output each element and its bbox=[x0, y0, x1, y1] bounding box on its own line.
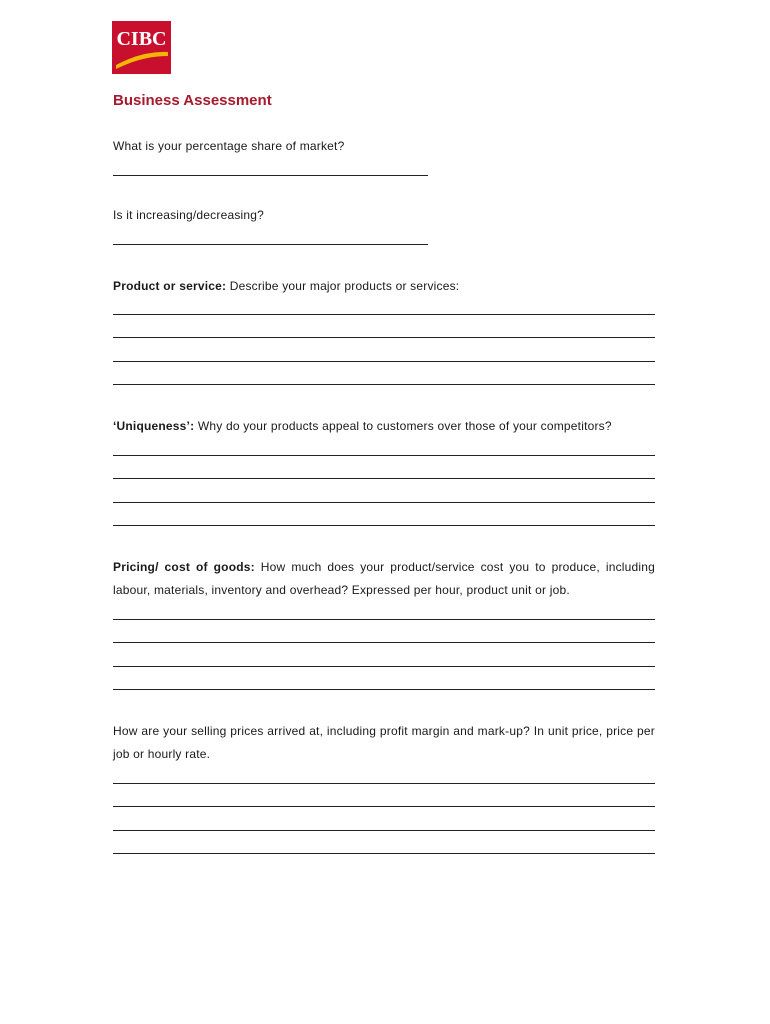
question-trend: Is it increasing/decreasing? bbox=[113, 208, 265, 222]
uniqueness-label: ‘Uniqueness’: bbox=[113, 419, 195, 433]
page-title: Business Assessment bbox=[113, 92, 272, 109]
answer-line-market-share[interactable] bbox=[113, 175, 428, 176]
answer-line[interactable] bbox=[113, 384, 655, 385]
cibc-logo bbox=[112, 21, 171, 74]
answer-line[interactable] bbox=[113, 666, 655, 667]
question-market-share: What is your percentage share of market? bbox=[113, 139, 345, 153]
pricing-text: How much does your product/service cost you to produce, including labour, materials, inventory and overhead? Expressed per hour, product unit or job. bbox=[113, 560, 655, 597]
answer-line[interactable] bbox=[113, 361, 655, 362]
pricing-label: Pricing/ cost of goods: bbox=[113, 560, 255, 574]
answer-line[interactable] bbox=[113, 314, 655, 315]
answer-line[interactable] bbox=[113, 525, 655, 526]
answer-line[interactable] bbox=[113, 478, 655, 479]
uniqueness-text: Why do your products appeal to customers over those of your competitors? bbox=[194, 419, 612, 433]
question-pricing bbox=[113, 556, 655, 602]
question-uniqueness bbox=[113, 415, 612, 438]
logo-text: CIBC bbox=[116, 28, 167, 50]
answer-line[interactable] bbox=[113, 806, 655, 807]
question-selling-prices: How are your selling prices arrived at, including profit margin and mark-up? In unit price, price per job or hourly rate. bbox=[113, 724, 655, 761]
question-product bbox=[113, 275, 459, 298]
answer-line[interactable] bbox=[113, 619, 655, 620]
answer-line[interactable] bbox=[113, 642, 655, 643]
product-label: Product or service: bbox=[113, 279, 227, 293]
answer-line[interactable] bbox=[113, 502, 655, 503]
answer-line[interactable] bbox=[113, 853, 655, 854]
answer-line-trend[interactable] bbox=[113, 244, 428, 245]
answer-line[interactable] bbox=[113, 455, 655, 456]
answer-line[interactable] bbox=[113, 337, 655, 338]
answer-line[interactable] bbox=[113, 830, 655, 831]
answer-line[interactable] bbox=[113, 689, 655, 690]
product-text: Describe your major products or services: bbox=[226, 279, 460, 293]
answer-line[interactable] bbox=[113, 783, 655, 784]
